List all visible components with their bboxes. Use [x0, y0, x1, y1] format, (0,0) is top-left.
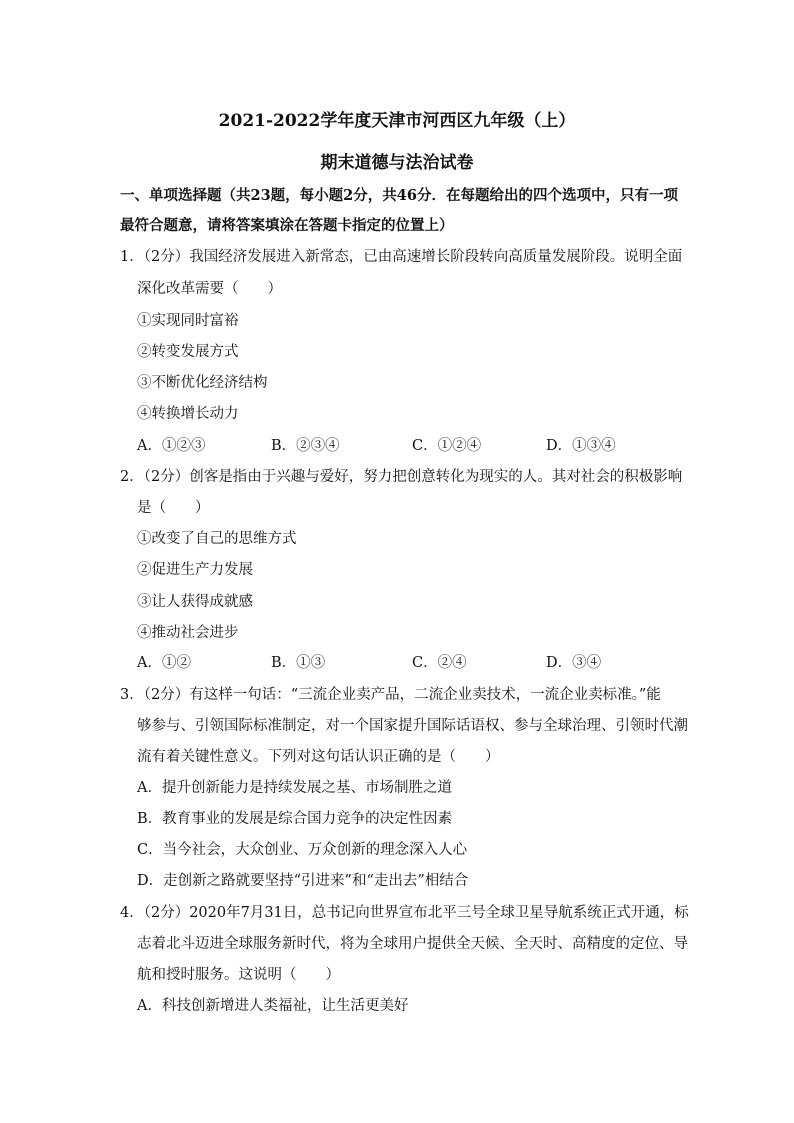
section-heading-line2: 最符合题意，请将答案填涂在答题卡指定的位置上）: [120, 217, 454, 234]
question-4-stem-line3: 航和授时服务。这说明（ ）: [137, 967, 340, 983]
question-3-option-c[interactable]: C．当今社会，大众创业、万众创新的理念深入人心: [137, 842, 468, 858]
exam-title-line2: 期末道德与法治试卷: [320, 153, 474, 173]
question-3-option-d[interactable]: D．走创新之路就要坚持“引进来”和“走出去”相结合: [137, 873, 469, 889]
question-1-options: [137, 436, 677, 456]
question-3-stem-line2: 够参与、引领国际标准制定，对一个国家提升国际话语权、参与全球治理、引领时代潮: [137, 718, 688, 734]
exam-title-line1: 2021-2022学年度天津市河西区九年级（上）: [218, 111, 576, 131]
question-2-item: ②促进生产力发展: [137, 562, 253, 578]
question-2-stem-line2: 是（ ）: [137, 500, 210, 516]
question-2-option-b[interactable]: B．①③: [271, 655, 326, 671]
question-1-item: ④转换增长动力: [137, 406, 239, 422]
question-2-options: [137, 653, 677, 673]
question-1-option-b[interactable]: B．②③④: [271, 438, 340, 454]
question-2-item: ③让人获得成就感: [137, 594, 253, 610]
question-4-option-a[interactable]: A．科技创新增进人类福祉，让生活更美好: [137, 998, 409, 1014]
question-4-stem-line1: 4．（2分）2020年7月31日，总书记向世界宣布北平三号全球卫星导航系统正式开通，标: [120, 905, 689, 921]
question-1-option-c[interactable]: C．①②④: [412, 438, 482, 454]
question-1-item: ③不断优化经济结构: [137, 375, 268, 391]
question-1-stem-line2: 深化改革需要（ ）: [137, 281, 282, 297]
question-3-option-b[interactable]: B．教育事业的发展是综合国力竞争的决定性因素: [137, 811, 453, 827]
question-2-option-d[interactable]: D．③④: [546, 655, 602, 671]
question-2-option-a[interactable]: A．①②: [137, 655, 191, 671]
question-1-option-d[interactable]: D．①③④: [546, 438, 616, 454]
question-1-item: ②转变发展方式: [137, 344, 239, 360]
question-4-stem-line2: 志着北斗迈进全球服务新时代，将为全球用户提供全天候、全天时、高精度的定位、导: [137, 936, 688, 952]
question-2-item: ④推动社会进步: [137, 625, 239, 641]
question-2-stem-line1: 2．（2分）创客是指由于兴趣与爱好，努力把创意转化为现实的人。其对社会的积极影响: [120, 469, 683, 485]
question-3-option-a[interactable]: A．提升创新能力是持续发展之基、市场制胜之道: [137, 780, 452, 796]
question-2-item: ①改变了自己的思维方式: [137, 531, 297, 547]
question-3-stem-line3: 流有着关键性意义。下列对这句话认识正确的是（ ）: [137, 749, 500, 765]
question-3-stem-line1: 3．（2分）有这样一句话：“三流企业卖产品，二流企业卖技术，一流企业卖标准。”能: [120, 687, 661, 703]
question-2-option-c[interactable]: C．②④: [412, 655, 467, 671]
question-1-option-a[interactable]: A．①②③: [137, 438, 206, 454]
question-1-stem-line1: 1．（2分）我国经济发展进入新常态，已由高速增长阶段转向高质量发展阶段。说明全面: [120, 249, 683, 265]
section-heading-line1: 一、单项选择题（共23题，每小题2分，共46分．在每题给出的四个选项中，只有一项: [120, 187, 678, 204]
question-1-item: ①实现同时富裕: [137, 313, 239, 329]
